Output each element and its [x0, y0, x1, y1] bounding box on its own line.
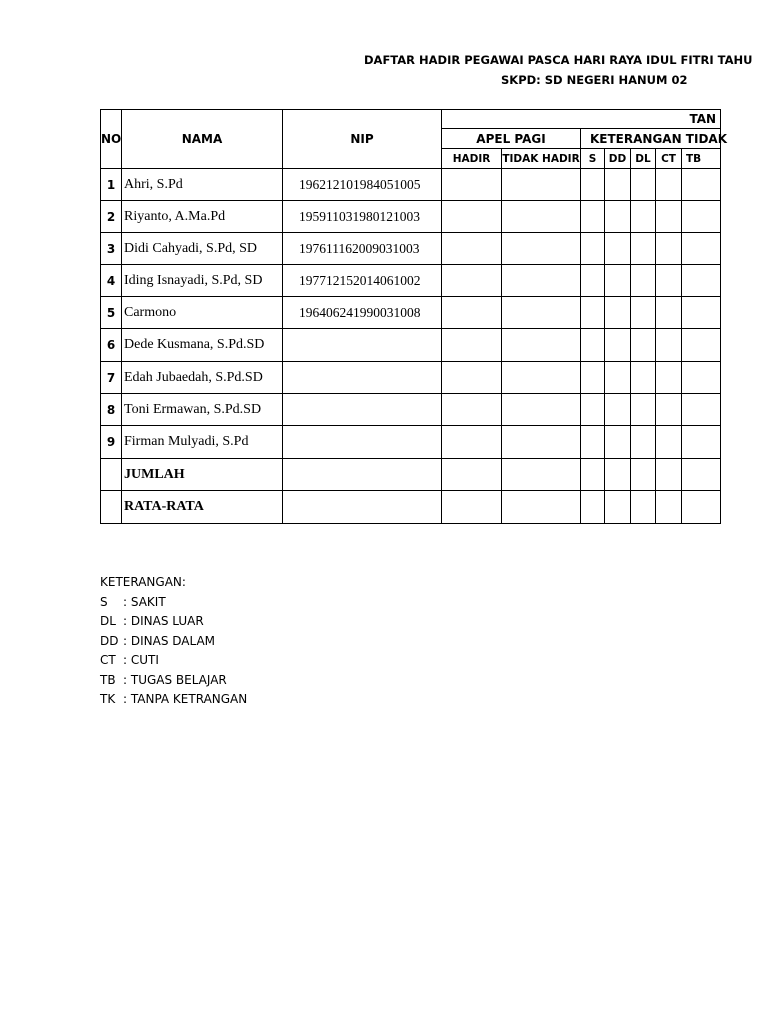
header-nama: NAMA [122, 110, 283, 169]
cell-dl[interactable] [631, 201, 656, 233]
row-nama: Firman Mulyadi, S.Pd [122, 426, 283, 459]
row-nama: Toni Ermawan, S.Pd.SD [122, 394, 283, 426]
cell-s[interactable] [581, 426, 605, 459]
document-subtitle: SKPD: SD NEGERI HANUM 02 [501, 73, 688, 87]
row-nip [283, 426, 442, 459]
cell-tidak-hadir[interactable] [502, 459, 581, 491]
cell-s[interactable] [581, 169, 605, 201]
rata-rata-label: RATA-RATA [122, 491, 283, 524]
header-no: NO [101, 110, 122, 169]
jumlah-no-cell [101, 459, 122, 491]
legend-desc: : SAKIT [123, 594, 166, 609]
legend-code: CT [100, 653, 116, 667]
cell-dd[interactable] [605, 329, 631, 362]
cell-hadir[interactable] [442, 265, 502, 297]
cell-dl[interactable] [631, 169, 656, 201]
table-row [101, 265, 721, 297]
cell-tidak-hadir[interactable] [502, 426, 581, 459]
subheader-tidak-hadir: TIDAK HADIR [502, 149, 581, 169]
cell-hadir[interactable] [442, 459, 502, 491]
table-row [101, 297, 721, 329]
cell-s[interactable] [581, 459, 605, 491]
rata-rata-no-cell [101, 491, 122, 524]
legend-desc: : DINAS LUAR [123, 614, 204, 628]
cell-dl[interactable] [631, 491, 656, 524]
jumlah-nip-cell [283, 459, 442, 491]
cell-tb[interactable] [682, 265, 721, 297]
cell-dl[interactable] [631, 362, 656, 394]
cell-tb[interactable] [682, 491, 721, 524]
cell-ct[interactable] [656, 329, 682, 362]
legend-title: KETERANGAN: [100, 575, 186, 589]
header-tanggal: TAN [442, 110, 721, 129]
row-nip [283, 329, 442, 362]
cell-dd[interactable] [605, 201, 631, 233]
subheader-s: S [581, 149, 605, 169]
cell-hadir[interactable] [442, 233, 502, 265]
cell-dl[interactable] [631, 265, 656, 297]
row-no: 7 [101, 362, 122, 394]
legend-item [100, 671, 247, 691]
subheader-hadir: HADIR [442, 149, 502, 169]
table-row [101, 233, 721, 265]
cell-tidak-hadir[interactable] [502, 329, 581, 362]
cell-tb[interactable] [682, 426, 721, 459]
legend-code: DL [100, 614, 116, 628]
legend-code: DD [100, 633, 119, 648]
row-nama: Carmono [122, 297, 283, 329]
row-no: 2 [101, 201, 122, 233]
table-row [101, 394, 721, 426]
legend-item [100, 593, 247, 613]
cell-s[interactable] [581, 297, 605, 329]
cell-ct[interactable] [656, 233, 682, 265]
table-row [101, 362, 721, 394]
subheader-tb: TB [682, 149, 721, 169]
table-row [101, 426, 721, 459]
rata-rata-row [101, 491, 721, 524]
legend-desc: : TANPA KETRANGAN [123, 692, 248, 706]
cell-ct[interactable] [656, 459, 682, 491]
cell-tb[interactable] [682, 459, 721, 491]
cell-hadir[interactable] [442, 169, 502, 201]
cell-tb[interactable] [682, 169, 721, 201]
cell-dl[interactable] [631, 329, 656, 362]
cell-dd[interactable] [605, 233, 631, 265]
subheader-dl: DL [631, 149, 656, 169]
cell-s[interactable] [581, 201, 605, 233]
cell-dd[interactable] [605, 459, 631, 491]
table-row [101, 329, 721, 362]
cell-ct[interactable] [656, 426, 682, 459]
cell-dd[interactable] [605, 297, 631, 329]
rata-rata-nip-cell [283, 491, 442, 524]
cell-hadir[interactable] [442, 201, 502, 233]
row-nip: 197611162009031003 [283, 233, 442, 265]
legend-code: TB [100, 672, 116, 687]
cell-s[interactable] [581, 491, 605, 524]
table-row [101, 169, 721, 201]
cell-tb[interactable] [682, 233, 721, 265]
row-no: 4 [101, 265, 122, 297]
row-nip: 197712152014061002 [283, 265, 442, 297]
cell-tb[interactable] [682, 297, 721, 329]
cell-tidak-hadir[interactable] [502, 394, 581, 426]
legend-item [100, 612, 247, 632]
row-nama: Didi Cahyadi, S.Pd, SD [122, 233, 283, 265]
row-nama: Edah Jubaedah, S.Pd.SD [122, 362, 283, 394]
subheader-dd: DD [605, 149, 631, 169]
legend [100, 573, 247, 710]
row-no: 6 [101, 329, 122, 362]
cell-s[interactable] [581, 265, 605, 297]
cell-hadir[interactable] [442, 394, 502, 426]
cell-tb[interactable] [682, 362, 721, 394]
cell-ct[interactable] [656, 297, 682, 329]
cell-dl[interactable] [631, 233, 656, 265]
row-nama: Ahri, S.Pd [122, 169, 283, 201]
row-nama: Riyanto, A.Ma.Pd [122, 201, 283, 233]
row-nip: 196406241990031008 [283, 297, 442, 329]
cell-dl[interactable] [631, 426, 656, 459]
legend-desc: : TUGAS BELAJAR [123, 672, 227, 687]
row-no: 5 [101, 297, 122, 329]
legend-item [100, 632, 247, 652]
row-nip [283, 362, 442, 394]
row-nip: 196212101984051005 [283, 169, 442, 201]
cell-dd[interactable] [605, 169, 631, 201]
cell-hadir[interactable] [442, 362, 502, 394]
cell-tidak-hadir[interactable] [502, 201, 581, 233]
row-nip [283, 394, 442, 426]
jumlah-row [101, 459, 721, 491]
row-no: 3 [101, 233, 122, 265]
cell-s[interactable] [581, 233, 605, 265]
cell-ct[interactable] [656, 491, 682, 524]
legend-desc: : CUTI [123, 653, 159, 667]
cell-s[interactable] [581, 362, 605, 394]
cell-dd[interactable] [605, 265, 631, 297]
table-row [101, 201, 721, 233]
cell-ct[interactable] [656, 201, 682, 233]
cell-tidak-hadir[interactable] [502, 297, 581, 329]
header-keterangan-tidak: KETERANGAN TIDAK [581, 129, 721, 149]
legend-item [100, 651, 247, 671]
attendance-table [100, 109, 728, 524]
cell-ct[interactable] [656, 362, 682, 394]
legend-item [100, 690, 247, 710]
legend-desc: : DINAS DALAM [123, 633, 216, 648]
row-no: 9 [101, 426, 122, 459]
legend-code: TK [100, 692, 116, 706]
row-no: 8 [101, 394, 122, 426]
cell-ct[interactable] [656, 265, 682, 297]
cell-hadir[interactable] [442, 491, 502, 524]
row-nama: Iding Isnayadi, S.Pd, SD [122, 265, 283, 297]
cell-tb[interactable] [682, 201, 721, 233]
cell-tidak-hadir[interactable] [502, 169, 581, 201]
document-title: DAFTAR HADIR PEGAWAI PASCA HARI RAYA IDUL FITRI TAHU [364, 53, 753, 67]
cell-tidak-hadir[interactable] [502, 362, 581, 394]
cell-hadir[interactable] [442, 329, 502, 362]
cell-tidak-hadir[interactable] [502, 233, 581, 265]
cell-tb[interactable] [682, 394, 721, 426]
cell-dl[interactable] [631, 459, 656, 491]
cell-dd[interactable] [605, 491, 631, 524]
cell-ct[interactable] [656, 394, 682, 426]
cell-dd[interactable] [605, 362, 631, 394]
cell-hadir[interactable] [442, 297, 502, 329]
cell-tb[interactable] [682, 329, 721, 362]
cell-dl[interactable] [631, 394, 656, 426]
cell-s[interactable] [581, 394, 605, 426]
row-nama: Dede Kusmana, S.Pd.SD [122, 329, 283, 362]
cell-ct[interactable] [656, 169, 682, 201]
legend-code: S [100, 594, 108, 609]
cell-tidak-hadir[interactable] [502, 265, 581, 297]
cell-dl[interactable] [631, 297, 656, 329]
cell-tidak-hadir[interactable] [502, 491, 581, 524]
cell-dd[interactable] [605, 426, 631, 459]
header-nip: NIP [283, 110, 442, 169]
header-apel-pagi: APEL PAGI [442, 129, 581, 149]
jumlah-label: JUMLAH [122, 459, 283, 491]
cell-dd[interactable] [605, 394, 631, 426]
cell-hadir[interactable] [442, 426, 502, 459]
row-no: 1 [101, 169, 122, 201]
row-nip: 195911031980121003 [283, 201, 442, 233]
subheader-ct: CT [656, 149, 682, 169]
cell-s[interactable] [581, 329, 605, 362]
